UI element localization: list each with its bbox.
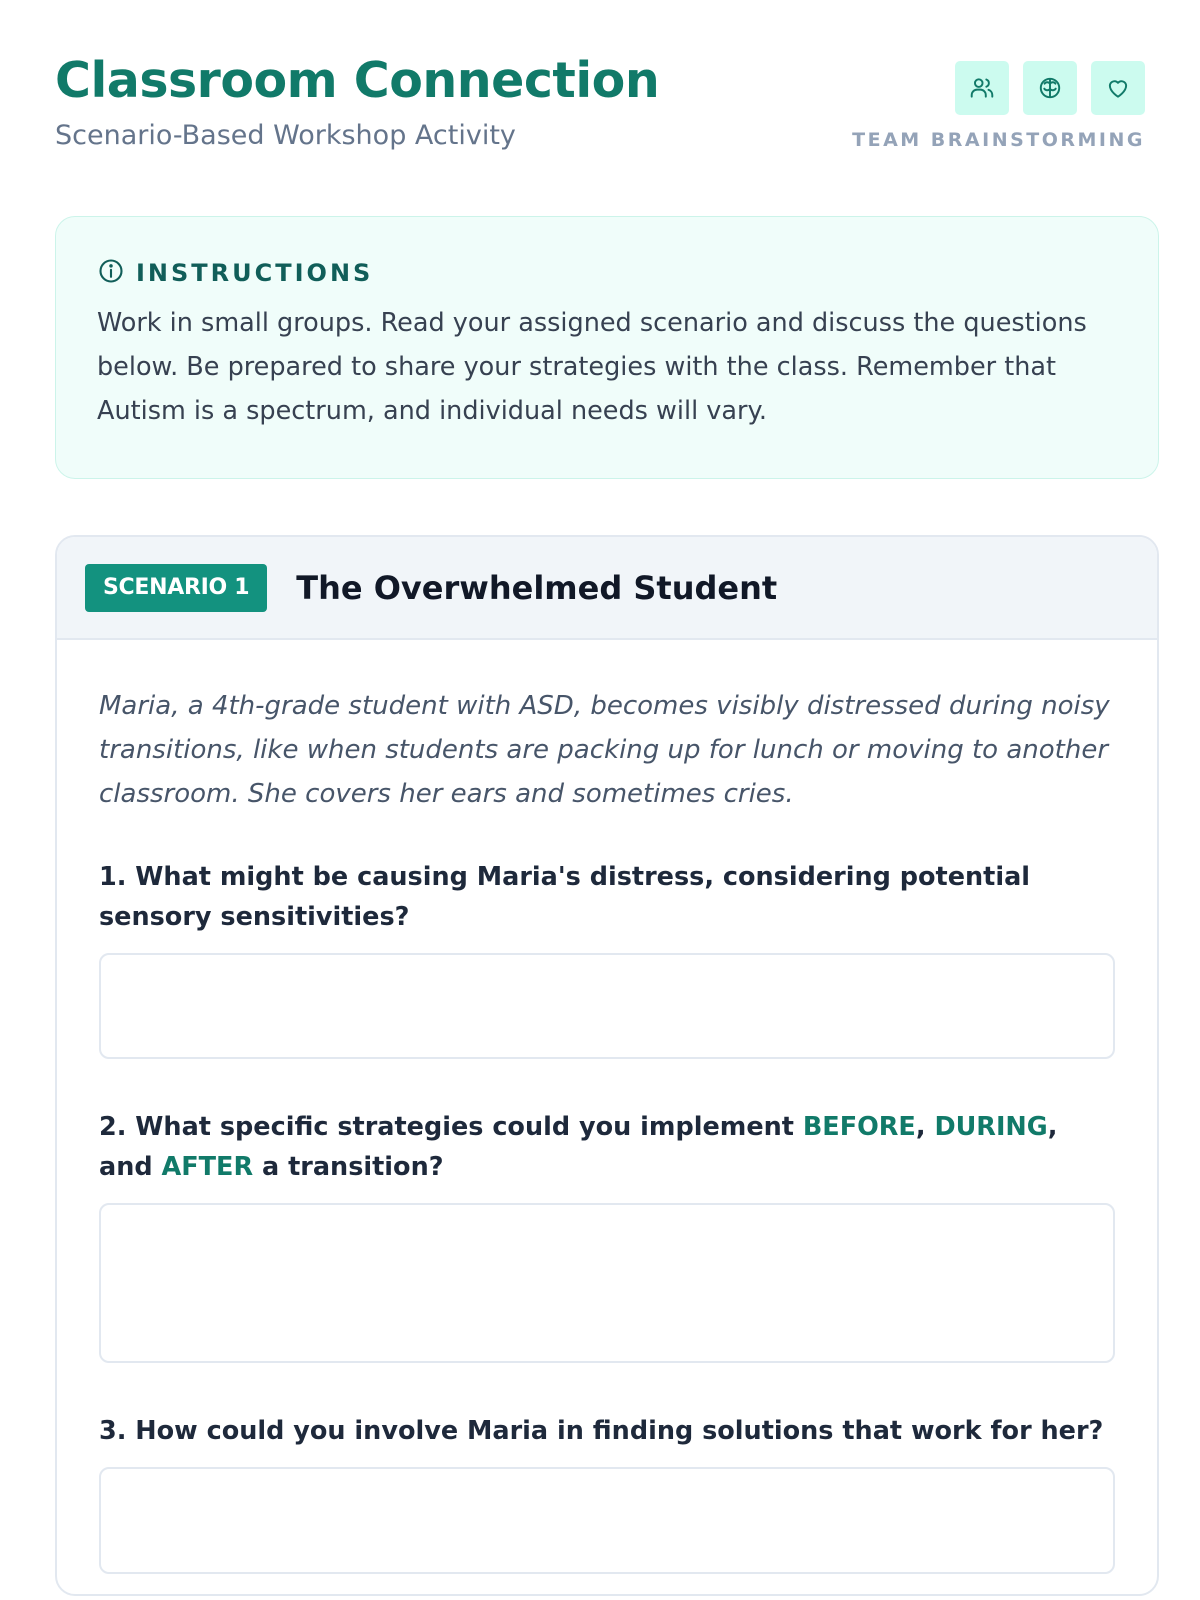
question-3: 3. How could you involve Maria in finding solutions that work for her? <box>99 1416 1104 1446</box>
instructions-panel <box>55 216 1159 479</box>
question-2 <box>99 1107 1115 1187</box>
keyword-after: AFTER <box>161 1152 254 1182</box>
answer-field-1[interactable] <box>99 953 1115 1059</box>
info-icon <box>97 257 125 290</box>
instructions-title: INSTRUCTIONS <box>136 259 374 287</box>
users-icon <box>955 61 1009 115</box>
keyword-before: BEFORE <box>802 1112 916 1142</box>
scenario-description: Maria, a 4th-grade student with ASD, becomes visibly distressed during noisy transitions, like when students are packing up for lunch or moving to another classroom. She covers her ears and sometimes cries. <box>99 691 1110 809</box>
scenario-body <box>57 640 1157 1574</box>
question-1: 1. What might be causing Maria's distress, considering potential sensory sensitivities? <box>99 862 1031 932</box>
scenario-badge: SCENARIO 1 <box>85 564 267 612</box>
keyword-during: DURING <box>934 1112 1048 1142</box>
question-2-prefix: 2. What specific strategies could you implement <box>99 1112 803 1142</box>
brain-icon <box>1023 61 1077 115</box>
heart-icon <box>1091 61 1145 115</box>
page-subtitle: Scenario-Based Workshop Activity <box>55 120 516 151</box>
scenario-header <box>57 537 1157 640</box>
answer-field-2[interactable] <box>99 1203 1115 1363</box>
question-2-suffix: a transition? <box>253 1152 444 1182</box>
instructions-text: Work in small groups. Read your assigned scenario and discuss the questions below. Be prepared to share your strategies with the class. Remember that Autism is a spectrum, and individual needs will vary. <box>97 308 1087 426</box>
header <box>55 0 1145 215</box>
answer-field-3[interactable] <box>99 1467 1115 1574</box>
team-brainstorming-label: TEAM BRAINSTORMING <box>852 129 1145 151</box>
scenario-title: The Overwhelmed Student <box>296 568 778 607</box>
instructions-header <box>97 259 1118 287</box>
question-2-sep-1: , <box>915 1112 935 1142</box>
question-2-sep-2: , and <box>99 1112 1058 1182</box>
scenario-card <box>55 535 1159 1596</box>
page-title: Classroom Connection <box>55 52 660 109</box>
header-icons <box>955 61 1145 115</box>
